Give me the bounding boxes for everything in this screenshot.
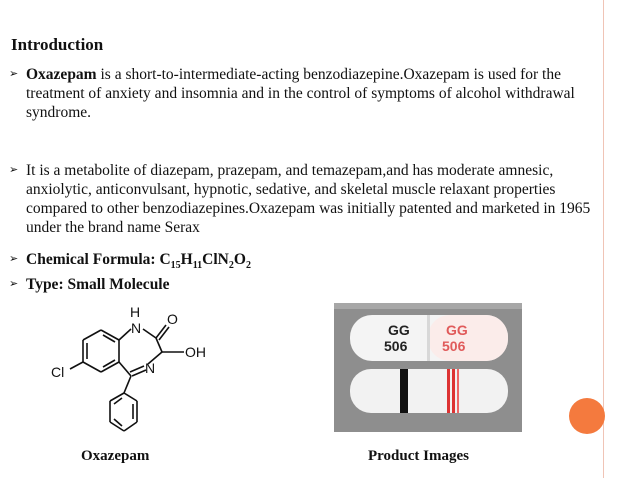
arrow-bullet-icon: ➢ [9,164,19,176]
chlorine-label: Cl [51,364,65,380]
orange-circle-decoration [569,398,605,434]
molecule-caption: Oxazepam [81,448,150,464]
capsule-imprint-506: 506 [384,338,408,354]
capsule-product-photo [334,303,522,432]
hydroxyl-label: OH [185,344,206,360]
capsule-imprint-gg: GG [388,322,410,338]
right-border-line [603,0,604,478]
arrow-bullet-icon: ➢ [9,68,19,80]
bullet-metabolite [9,161,594,237]
capsule-imprint-506-red: 506 [442,338,466,354]
slide-title: Introduction [11,35,104,54]
arrow-bullet-icon: ➢ [9,278,19,290]
chemical-formula: Chemical Formula: $C_{15}H_{11}ClN_2O_2$ [26,251,251,272]
bullet-text: is a short-to-intermediate-acting benzodiazepine.Oxazepam is used for the treatment of anxiety and insomnia and in the control of symptoms of alcohol withdrawal syndrome. [26,66,575,121]
bullet-chemical-formula [9,250,594,275]
oxygen-label: O [167,311,178,327]
bullet-type [9,275,594,294]
arrow-bullet-icon: ➢ [9,253,19,265]
nitrogen-label-1: N [131,320,142,336]
product-images-caption: Product Images [368,448,469,464]
hydrogen-label: H [130,304,141,320]
bullet-oxazepam-intro [9,65,594,122]
molecule-type: Type: Small Molecule [26,276,170,293]
bullet-bold-term: Oxazepam [26,66,97,83]
nitrogen-label-2: N [145,360,156,376]
bullet-text: It is a metabolite of diazepam, prazepam, and temazepam,and has moderate amnesic, anxiolytic, anticonvulsant, hypnotic, sedative, and skeletal muscle relaxant properties compared to other benzodiazepines.Oxazepam was initially patented and marketed in 1965 under the brand name Serax [26,162,591,236]
capsule-imprint-gg-red: GG [446,322,468,338]
oxazepam-structure-diagram [44,300,224,445]
